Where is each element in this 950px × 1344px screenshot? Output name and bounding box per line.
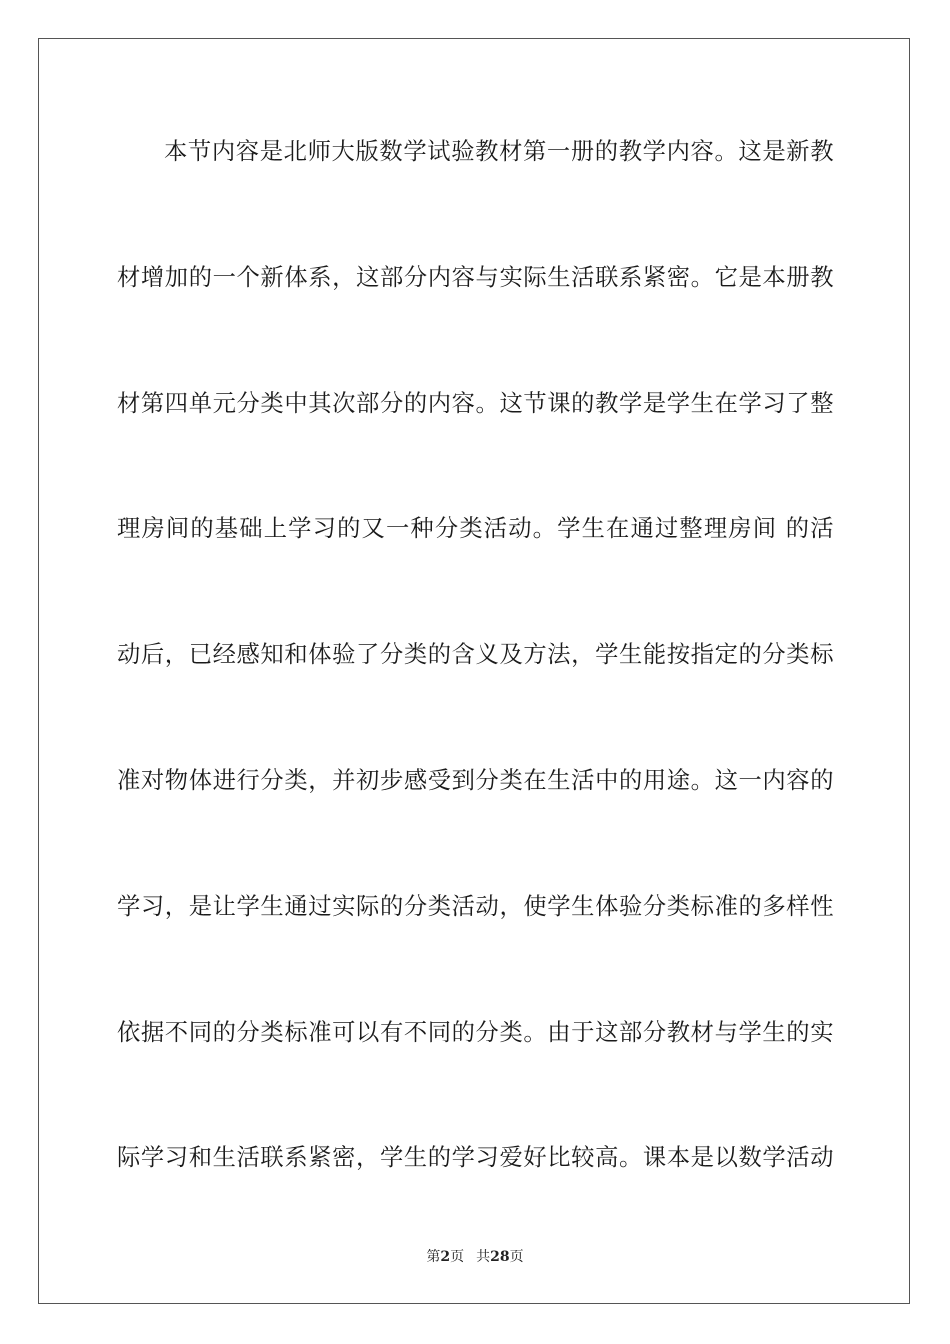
text-line-5: 动后，已经感知和体验了分类的含义及方法，学生能按指定的分类标	[117, 641, 834, 669]
body-text	[117, 125, 834, 1257]
total-suffix: 页	[509, 1249, 524, 1265]
page-footer	[0, 1247, 950, 1267]
page-prefix: 第	[426, 1249, 441, 1265]
text-line-2: 材增加的一个新体系，这部分内容与实际生活联系紧密。它是本册教	[117, 263, 834, 291]
page-number: 2	[440, 1249, 451, 1265]
total-pages: 28	[490, 1249, 510, 1265]
text-line-3: 材第四单元分类中其次部分的内容。这节课的教学是学生在学习了整	[117, 389, 834, 417]
text-line-7: 学习，是让学生通过实际的分类活动，使学生体验分类标准的多样性	[117, 892, 834, 920]
text-line-9: 际学习和生活联系紧密，学生的学习爱好比较高。课本是以数学活动	[117, 1144, 834, 1172]
text-line-8: 依据不同的分类标准可以有不同的分类。由于这部分教材与学生的实	[117, 1018, 834, 1046]
text-line-1: 本节内容是北师大版数学试验教材第一册的教学内容。这是新教	[164, 138, 834, 165]
page-suffix: 页	[450, 1249, 465, 1265]
total-prefix: 共	[476, 1249, 491, 1265]
text-line-6: 准对物体进行分类，并初步感受到分类在生活中的用途。这一内容的	[117, 766, 834, 794]
text-line-4: 理房间的基础上学习的又一种分类活动。学生在通过整理房间 的活	[117, 515, 834, 543]
